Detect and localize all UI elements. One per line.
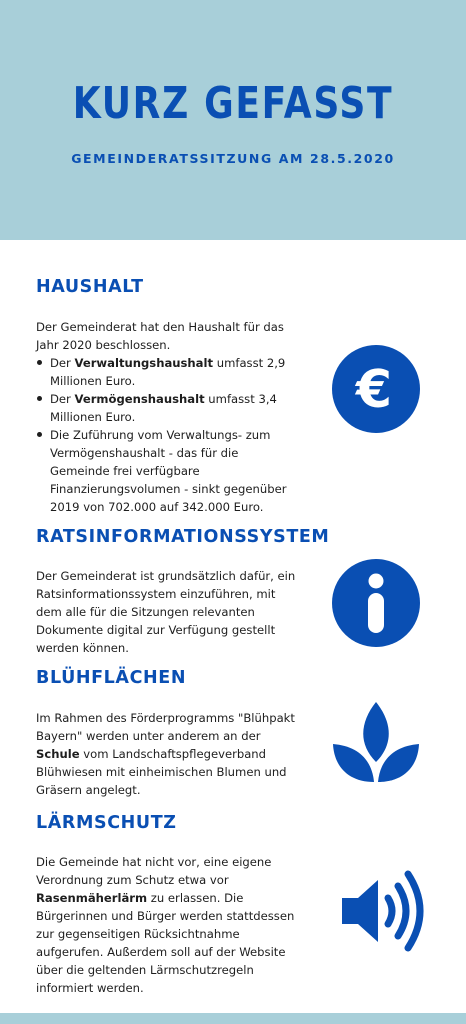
footer-band <box>0 1013 466 1024</box>
list-item: Der Vermögenshaushalt umfasst 3,4 Millionen Euro. <box>36 390 298 426</box>
page-subtitle: GEMEINDERATSSITZUNG AM 28.5.2020 <box>71 151 395 166</box>
page-title: KURZ GEFASST <box>72 78 394 129</box>
svg-text:€: € <box>355 360 393 420</box>
section-title-ratsinformationssystem: RATSINFORMATIONSSYSTEM <box>36 527 330 547</box>
section-title-bluehflaechen: BLÜHFLÄCHEN <box>36 668 187 688</box>
haushalt-bullet-list <box>36 354 298 516</box>
euro-icon <box>332 345 420 433</box>
section-body-ratsinformationssystem: Der Gemeinderat ist grundsätzlich dafür, ein Ratsinformationssystem einzuführen, mit dem alle für die Sitzungen relevanten Dokumente digital zur Verfügung gestellt werden können. <box>36 569 296 655</box>
section-body-laermschutz: Die Gemeinde hat nicht vor, eine eigene Verordnung zum Schutz etwa vor Rasenmäherlärm zu erlassen. Die Bürgerinnen und Bürger werden stattdessen zur gegenseitigen Rücksichtnahme aufgerufen. Außerdem soll auf der Website über die geltenden Lärmschutzregeln informiert werden. <box>36 855 295 995</box>
header-banner <box>0 0 466 240</box>
list-item: Der Verwaltungshaushalt umfasst 2,9 Millionen Euro. <box>36 354 298 390</box>
speaker-icon <box>336 868 426 954</box>
section-body-bluehflaechen: Im Rahmen des Förderprogramms "Blühpakt Bayern" werden unter anderem an der Schule vom Landschaftspflegeverband Blühwiesen mit einheimischen Blumen und Gräsern angelegt. <box>36 711 295 797</box>
section-title-haushalt: HAUSHALT <box>36 277 144 297</box>
section-body-haushalt <box>36 318 298 516</box>
list-item: Die Zuführung vom Verwaltungs- zum Vermögenshaushalt - das für die Gemeinde frei verfügbare Finanzierungsvolumen - sinkt gegenüber 2019 von 702.000 auf 342.000 Euro. <box>36 426 298 516</box>
haushalt-intro: Der Gemeinderat hat den Haushalt für das Jahr 2020 beschlossen. <box>36 320 284 352</box>
section-title-laermschutz: LÄRMSCHUTZ <box>36 813 177 833</box>
info-icon <box>332 559 420 647</box>
leaf-icon <box>330 700 422 786</box>
